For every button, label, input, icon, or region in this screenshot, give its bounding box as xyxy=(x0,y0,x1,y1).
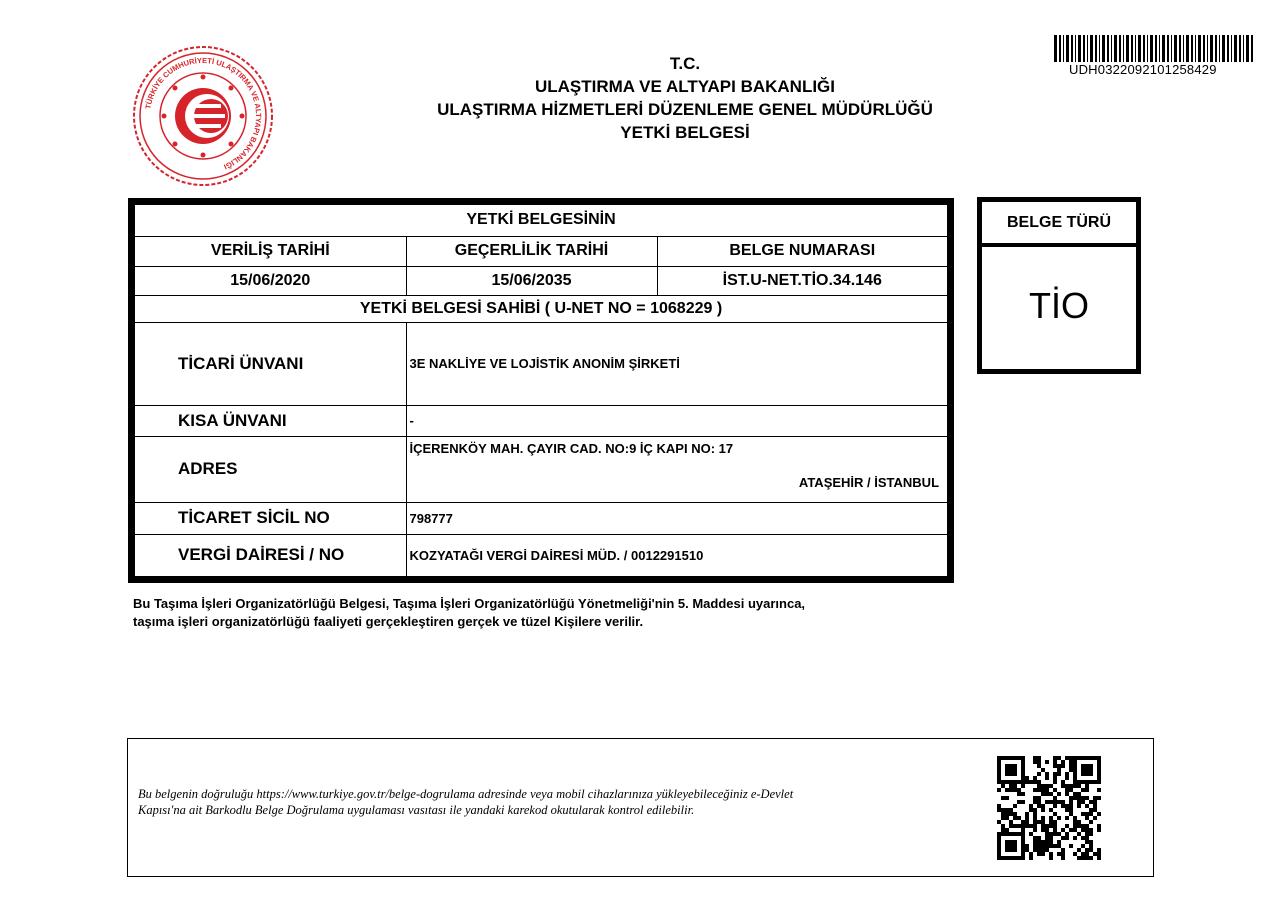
registry-label: TİCARET SİCİL NO xyxy=(135,502,406,534)
issue-date-header: VERİLİŞ TARİHİ xyxy=(135,236,406,266)
valid-date: 15/06/2035 xyxy=(406,266,657,295)
verification-box xyxy=(127,738,1154,877)
header-doc-title: YETKİ BELGESİ xyxy=(620,123,750,142)
document-header xyxy=(380,52,990,144)
verification-line1: Bu belgenin doğruluğu https://www.turkiye.gov.tr/belge-dogrulama adresinde veya mobil cihazlarınıza yükleyebileceğiniz e-Devlet xyxy=(138,787,794,801)
legal-note xyxy=(133,595,953,631)
barcode-number: UDH0322092101258429 xyxy=(1069,62,1217,77)
header-directorate: ULAŞTIRMA HİZMETLERİ DÜZENLEME GENEL MÜDÜRLÜĞÜ xyxy=(437,100,933,119)
trade-name-label: TİCARİ ÜNVANI xyxy=(135,322,406,405)
short-name-label: KISA ÜNVANI xyxy=(135,405,406,436)
valid-date-header: GEÇERLİLİK TARİHİ xyxy=(406,236,657,266)
issue-date: 15/06/2020 xyxy=(135,266,406,295)
address-value xyxy=(406,436,947,502)
doc-type-box xyxy=(977,197,1141,374)
verification-line2: Kapısı'na ait Barkodlu Belge Doğrulama uygulaması vasıtası ile yandaki karekod okutularak kontrol edilebilir. xyxy=(138,803,695,817)
holder-title: YETKİ BELGESİ SAHİBİ ( U-NET NO = 1068229 ) xyxy=(135,295,947,322)
doc-number-header: BELGE NUMARASI xyxy=(657,236,947,266)
certificate-title: YETKİ BELGESİNİN xyxy=(135,205,947,236)
tax-value: KOZYATAĞI VERGİ DAİRESİ MÜD. / 0012291510 xyxy=(406,534,947,576)
header-ministry: ULAŞTIRMA VE ALTYAPI BAKANLIĞI xyxy=(534,77,836,96)
ministry-seal-icon xyxy=(131,44,275,188)
address-label: ADRES xyxy=(135,436,406,502)
certificate-box xyxy=(128,198,954,583)
doc-number: İST.U-NET.TİO.34.146 xyxy=(657,266,947,295)
qr-code-icon xyxy=(997,756,1101,860)
tax-label: VERGİ DAİRESİ / NO xyxy=(135,534,406,576)
registry-value: 798777 xyxy=(406,502,947,534)
header-tc: T.C. xyxy=(669,54,701,73)
short-name-value: - xyxy=(406,405,947,436)
doc-type-label: BELGE TÜRÜ xyxy=(982,202,1136,247)
address-line2: ATAŞEHİR / İSTANBUL xyxy=(798,474,940,490)
barcode-icon xyxy=(1054,35,1254,62)
svg-text:TÜRKİYE CUMHURİYETİ ULAŞTIRMA: TÜRKİYE CUMHURİYETİ ULAŞTIRMA VE ALTYAPI BAKANLIĞI xyxy=(143,55,264,172)
certificate-table xyxy=(135,205,947,576)
trade-name-value: 3E NAKLİYE VE LOJİSTİK ANONİM ŞİRKETİ xyxy=(406,322,947,405)
verification-text xyxy=(138,786,958,818)
address-line1: İÇERENKÖY MAH. ÇAYIR CAD. NO:9 İÇ KAPI NO: 17 xyxy=(409,440,734,456)
legal-note-line2: taşıma işleri organizatörlüğü faaliyeti gerçekleştiren gerçek ve tüzel Kişilere verilir. xyxy=(133,614,644,629)
doc-type-value: TİO xyxy=(1029,285,1089,326)
legal-note-line1: Bu Taşıma İşleri Organizatörlüğü Belgesi, Taşıma İşleri Organizatörlüğü Yönetmeliği'nin 5. Maddesi uyarınca, xyxy=(133,596,806,611)
